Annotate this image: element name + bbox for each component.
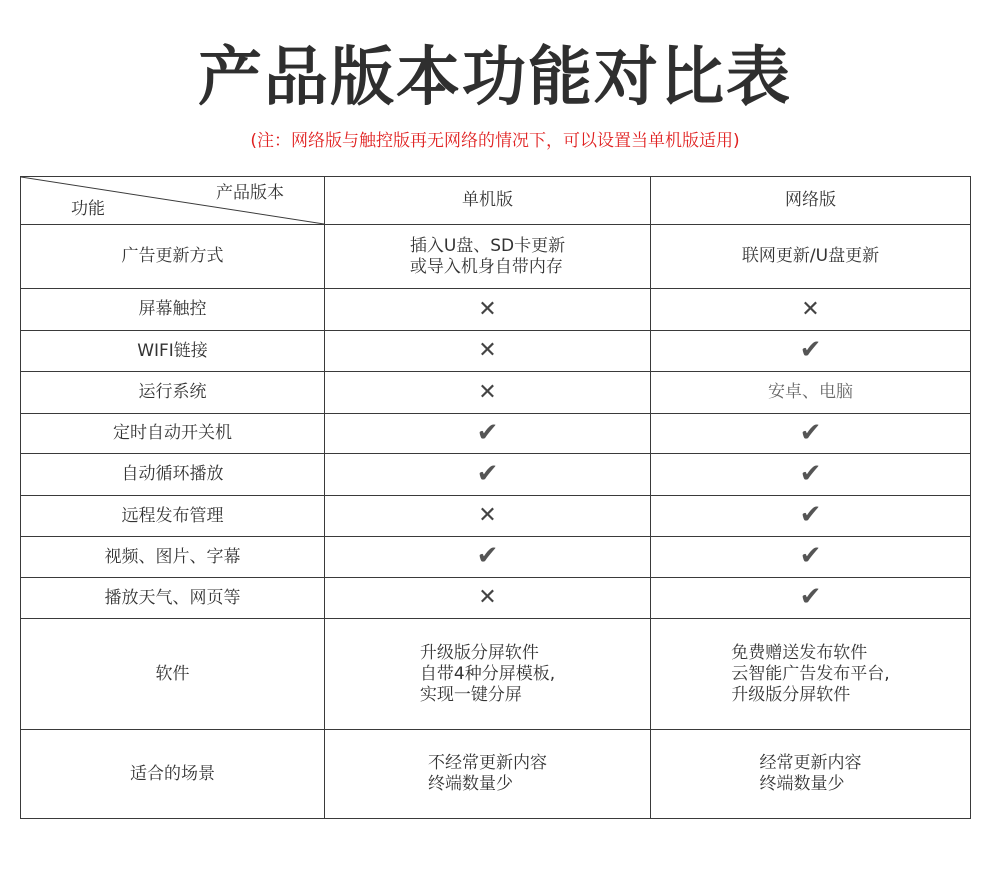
network-cell bbox=[651, 496, 971, 537]
standalone-cell bbox=[325, 537, 651, 578]
standalone-cell bbox=[325, 496, 651, 537]
checkmark-icon: ✔ bbox=[476, 458, 499, 489]
comparison-table bbox=[20, 176, 971, 819]
network-value-text-block bbox=[760, 753, 862, 795]
corner-label-feature: 功能 bbox=[71, 199, 105, 219]
table-row bbox=[21, 372, 971, 414]
network-value-text-block bbox=[731, 643, 889, 706]
network-cell bbox=[651, 289, 971, 331]
network-cell bbox=[651, 619, 971, 730]
table-row bbox=[21, 619, 971, 730]
text-line: 终端数量少 bbox=[428, 774, 513, 794]
checkmark-icon: ✔ bbox=[799, 417, 822, 448]
feature-cell: 定时自动开关机 bbox=[21, 414, 325, 454]
feature-cell: 远程发布管理 bbox=[21, 496, 325, 537]
text-line: 免费赠送发布软件 bbox=[731, 642, 868, 663]
table-row bbox=[21, 454, 971, 496]
network-cell bbox=[651, 414, 971, 454]
standalone-value-text-block bbox=[420, 643, 555, 706]
checkmark-icon: ✔ bbox=[799, 335, 822, 365]
cross-icon: ✕ bbox=[478, 585, 497, 610]
corner-label-version: 产品版本 bbox=[216, 183, 284, 203]
table-row bbox=[21, 289, 971, 331]
corner-cell bbox=[21, 177, 325, 225]
standalone-cell bbox=[325, 331, 651, 372]
checkmark-icon: ✔ bbox=[799, 582, 822, 612]
feature-cell: 屏幕触控 bbox=[21, 289, 325, 331]
network-value-text: 联网更新/U盘更新 bbox=[741, 246, 880, 266]
feature-cell: 软件 bbox=[21, 619, 325, 730]
text-line: 升级版分屏软件 bbox=[731, 684, 851, 705]
text-line: 经常更新内容 bbox=[759, 753, 862, 773]
footnote: (注：网络版与触控版再无网络的情况下，可以设置当单机版适用) bbox=[250, 131, 740, 151]
standalone-cell bbox=[325, 414, 651, 454]
text-line: 终端数量少 bbox=[759, 774, 845, 794]
standalone-cell bbox=[325, 372, 651, 414]
feature-cell: WIFI链接 bbox=[21, 331, 325, 372]
text-line: 实现一键分屏 bbox=[419, 684, 522, 705]
feature-cell: 视频、图片、字幕 bbox=[21, 537, 325, 578]
cross-icon: ✕ bbox=[478, 296, 497, 322]
text-line: 或导入机身自带内存 bbox=[409, 256, 563, 277]
table-row bbox=[21, 496, 971, 537]
checkmark-icon: ✔ bbox=[476, 417, 499, 448]
column-header-network: 网络版 bbox=[651, 177, 971, 225]
feature-cell: 自动循环播放 bbox=[21, 454, 325, 496]
standalone-cell bbox=[325, 619, 651, 730]
table-row bbox=[21, 730, 971, 819]
standalone-cell bbox=[325, 730, 651, 819]
network-cell bbox=[651, 537, 971, 578]
page-title: 产品版本功能对比表 bbox=[198, 41, 792, 115]
checkmark-icon: ✔ bbox=[799, 541, 822, 571]
text-line: 不经常更新内容 bbox=[428, 753, 547, 773]
network-cell bbox=[651, 372, 971, 414]
table-row bbox=[21, 225, 971, 289]
cross-icon: ✕ bbox=[478, 379, 497, 405]
feature-cell: 广告更新方式 bbox=[21, 225, 325, 289]
standalone-value-text-block bbox=[410, 236, 565, 278]
standalone-cell bbox=[325, 225, 651, 289]
table-row bbox=[21, 537, 971, 578]
network-value-text: 安卓、电脑 bbox=[768, 382, 853, 402]
text-line: 升级版分屏软件 bbox=[419, 642, 539, 663]
checkmark-icon: ✔ bbox=[476, 541, 499, 571]
cross-icon: ✕ bbox=[801, 296, 820, 322]
standalone-cell bbox=[325, 289, 651, 331]
network-cell bbox=[651, 578, 971, 619]
table-row bbox=[21, 414, 971, 454]
header-row bbox=[21, 177, 971, 225]
feature-cell: 适合的场景 bbox=[21, 730, 325, 819]
feature-cell: 运行系统 bbox=[21, 372, 325, 414]
network-cell bbox=[651, 225, 971, 289]
table-row bbox=[21, 331, 971, 372]
text-line: 自带4种分屏模板, bbox=[419, 663, 556, 684]
cross-icon: ✕ bbox=[478, 503, 497, 528]
standalone-cell bbox=[325, 454, 651, 496]
table-row bbox=[21, 578, 971, 619]
feature-cell: 播放天气、网页等 bbox=[21, 578, 325, 619]
network-cell bbox=[651, 730, 971, 819]
network-cell bbox=[651, 454, 971, 496]
checkmark-icon: ✔ bbox=[799, 458, 822, 489]
text-line: 插入U盘、SD卡更新 bbox=[409, 235, 566, 256]
network-cell bbox=[651, 331, 971, 372]
column-header-standalone: 单机版 bbox=[325, 177, 651, 225]
checkmark-icon: ✔ bbox=[799, 500, 822, 530]
cross-icon: ✕ bbox=[478, 338, 497, 363]
text-line: 云智能广告发布平台, bbox=[731, 663, 890, 684]
standalone-cell bbox=[325, 578, 651, 619]
standalone-value-text-block bbox=[428, 753, 547, 795]
